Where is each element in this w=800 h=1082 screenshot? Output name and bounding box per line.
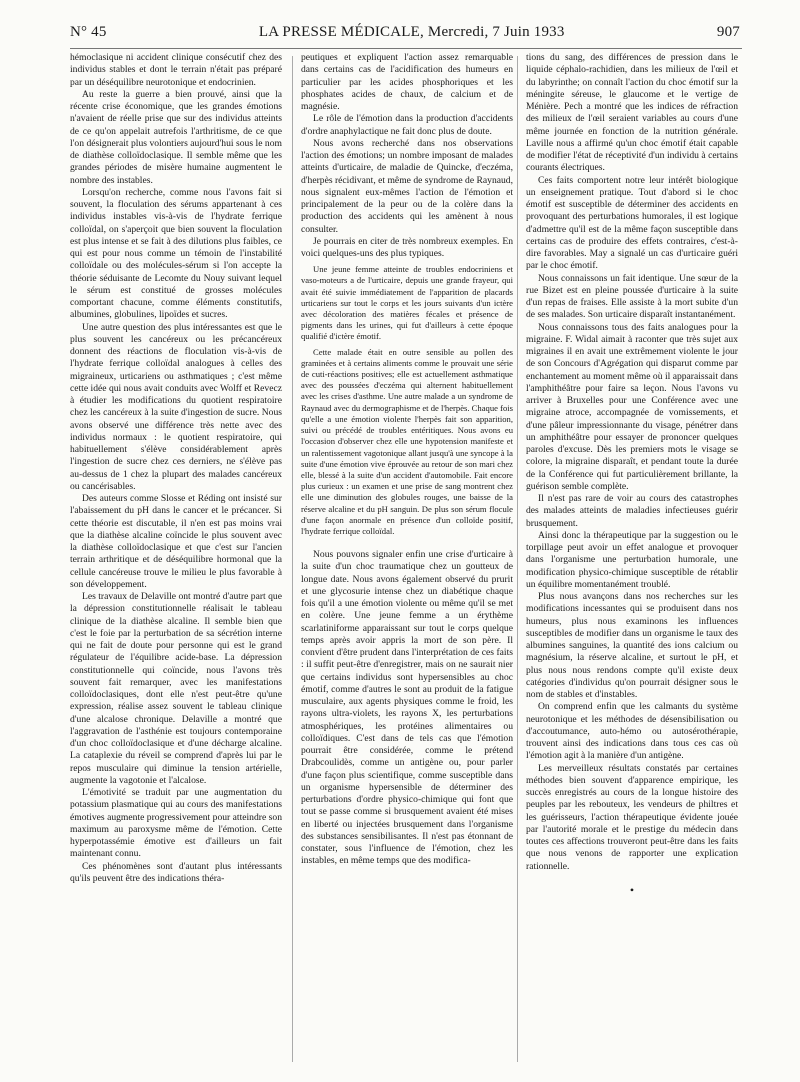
paragraph: Il n'est pas rare de voir au cours des catastrophes des malades atteints de maladies infectieuses guérir brusquement. bbox=[526, 493, 738, 529]
paragraph: Nous pouvons signaler enfin une crise d'urticaire à la suite d'un choc traumatique chez un goutteux de longue date. Nous avons également observé du prurit et une glycosurie intense chez un diabétique chaque fois qu'il a une émotion violente ou même qu'il se met en colère. Une jeune femme a un érythème scarlatiniforme apparaissant sur tout le corps quelque temps après avoir appris la mort de son père. Il convient d'être prudent dans l'interprétation de ces faits : il suffit peut-être d'enregistrer, mais on ne saurait nier que certains individus sont hypersensibles au choc émotif, comme d'autres le sont au produit de la fatigue musculaire, aux agents physiques comme le froid, les rayons ultra-violets, les rayons X, les perturbations atmosphériques, les protéines alimentaires ou colloïdiques. C'est dans de tels cas que l'émotion pourrait être considérée, comme le prétend Drabcoulidès, comme un antigène ou, pour parler d'une façon plus scientifique, comme susceptible dans un organisme hypersensible de déterminer des perturbations d'ordre physico-chimique qui font que tout se passe comme si brusquement avaient été mises en liberté ou injectées brusquement dans l'organisme des substances sensibilisantes. Il n'est pas étonnant de constater, sous l'influence de l'émotion, chez les instables, en même temps que des modifica- bbox=[301, 549, 513, 867]
column-divider bbox=[292, 56, 293, 1062]
paragraph: Ces faits comportent notre leur intérêt biologique un enseignement pratique. Tout d'abord si le choc émotif est susceptible de déterminer des accidents en provoquant des perturbations humorales, il est logique d'admettre qu'il est de la même façon susceptible dans certains cas de produire des effets contraires, c'est-à-dire favorables. May a signalé un cas d'urticaire guéri par le choc émotif. bbox=[526, 174, 738, 272]
paragraph: Le rôle de l'émotion dans la production d'accidents d'ordre anaphylactique ne fait donc plus de doute. bbox=[301, 113, 513, 137]
case-report: Une jeune femme atteinte de troubles endocriniens et vaso-moteurs a de l'urticaire, depuis une grande frayeur, qui avait été suivie immédiatement de l'apparition de placards urticariens sur tout le corps et les jours suivants d'un ictère avec décoloration des matières fécales et présence de pigments dans les urines, qui fut d'ailleurs à cette époque qualifié d'ictère émotif. bbox=[301, 264, 513, 342]
paragraph: Lorsqu'on recherche, comme nous l'avons fait si souvent, la floculation des sérums appartenant à ces individus instables vis-à-vis de l'hydrate ferrique colloïdal, on s'aperçoit que bien souvent la floculation est plus intense et se fait à des dilutions plus faibles, ce qui est pour nous comme un témoin de l'instabilité colloïdale ou des molécules-sérum si l'on accepte la théorie séduisante de Lecomte du Nouy suivant lequel le sérum est constitué de grosses molécules comportant chacune, comme éléments constitutifs, albumines, globulines, lipoïdes et sucres. bbox=[70, 186, 282, 321]
column-divider bbox=[517, 56, 518, 1062]
paragraph: hémoclasique ni accident clinique consécutif chez des individus stables et dont le terrain n'était pas préparé par un déséquilibre neurotonique et endocrinien. bbox=[70, 52, 282, 88]
paragraph: tions du sang, des différences de pression dans le liquide céphalo-rachidien, dans les milieux de l'œil et du labyrinthe; on connaît l'action du choc émotif sur la méningite séreuse, le glaucome et le vertige de Ménière. Pech a montré que les indices de réfraction des milieux de l'œil seraient variables au cours d'une même journée en fonction de la nutrition générale. Laville nous a affirmé qu'un choc émotif était capable de modifier l'état de réceptivité d'un individu à certains courants électriques. bbox=[526, 52, 738, 174]
paragraph: Je pourrais en citer de très nombreux exemples. En voici quelques-uns des plus typiques. bbox=[301, 235, 513, 259]
section-gap bbox=[301, 541, 513, 549]
end-mark: • bbox=[629, 882, 635, 897]
paragraph: Plus nous avançons dans nos recherches sur les modifications incessantes qui se produisent dans nos humeurs, plus nous examinons les influences susceptibles de modifier dans un organisme le taux des albumines sanguines, la quantité des ions calcium ou magnésium, la réserve alcaline, et surtout le pH, et plus nous nous rendons compte qu'il existe deux catégories d'individus qu'on pourrait désigner sous le nom de stables et d'instables. bbox=[526, 591, 738, 700]
paragraph: Les merveilleux résultats constatés par certaines méthodes bien souvent d'apparence empirique, les succès enregistrés au cours de la longue histoire des peuples par les rebouteux, les vendeurs de philtres et les guérisseurs, l'action thérapeutique évidente jouée par l'autorité morale et le prestige du médecin dans toutes ces affections trouveront peut-être dans les faits que nous venons de rapporter une explication rationnelle. bbox=[526, 762, 738, 872]
paragraph: Ces phénomènes sont d'autant plus intéressants qu'ils peuvent être des indications théra- bbox=[70, 860, 282, 884]
paragraph: Des auteurs comme Slosse et Réding ont insisté sur l'abaissement du pH dans le cancer et le précancer. Si cette théorie est discutable, il n'en est pas moins vrai que la diathèse alcaline coïncide le plus souvent avec la diathèse colloïdoclasique et que c'est sur l'ancien terrain arthritique et de déséquilibre hormonal que la cellule cancéreuse trouve le milieu le plus favorable à son développement. bbox=[70, 493, 282, 590]
paragraph: Les travaux de Delaville ont montré d'autre part que la dépression constitutionnelle réalisait le tableau clinique de la diathèse alcaline. Il semble bien que c'est le foie par la perturbation de sa sécrétion interne qui ne fait de doute pour personne qui est le grand régulateur de l'équilibre acide-base. La dépression constitutionnelle qui coïncide, nous l'avons très souvent fait remarquer, avec les manifestations colloïdoclasiques, dont elle n'est peut-être qu'une expression, réalise assez souvent le tableau clinique d'une alcalose chronique. Delaville a montré que l'aggravation de l'asthénie est toujours contemporaine d'un choc colloïdoclasique et d'une décharge alcaline. La cataplexie du réveil se comprend d'après lui par le repos musculaire qui diminue la tension artérielle, augmente la vagotonie et l'alcalose. bbox=[70, 591, 282, 786]
paragraph: Au reste la guerre a bien prouvé, ainsi que la récente crise économique, que les grandes émotions n'avaient de réelle prise que sur des individus atteints de ce qu'on appelait autrefois l'arthritisme, de ce que l'on désignerait plus volontiers aujourd'hui sous le nom de diathèse colloïdoclasique. Il semble même que les grandes périodes de misère humaine augmentent le nombre des instables. bbox=[70, 88, 282, 186]
paragraph: Nous connaissons tous des faits analogues pour la migraine. F. Widal aimait à raconter que très sujet aux migraines il en avait une extrêmement violente le jour de son Concours d'Agrégation qui disparut comme par enchantement au moment même où il apparaissait dans l'amphithéâtre pour faire sa leçon. Nous l'avons vu arriver à Bruxelles pour une Conférence avec une migraine atroce, accompagnée de vomissements, et d'une pâleur impressionnante du visage, pénétrer dans un amphithéâtre pour essayer de prononcer quelques paroles d'excuse. Dès les premiers mots le visage se colore, la migraine disparaît, et pendant toute la durée de la Conférence qui fut particulièrement brillante, la guérison semble complète. bbox=[526, 321, 738, 492]
case-report: Cette malade était en outre sensible au pollen des graminées et à certains aliments comme le prouvait une série de cuti-réactions positives; elle est actuellement asthmatique avec des poussées d'eczéma qui alternent habituellement avec les crises d'asthme. Une autre malade a un syndrome de Raynaud avec du dermographisme et de l'herpès. Chaque fois qu'elle a une émotion violente l'herpès fait son apparition, suivi ou précédé de troubles entéritiques. Nous avons eu l'occasion d'observer chez elle une hypotension manifeste et un ralentissement vagotonique allant jusqu'à une syncope à la suite d'une émotion vive éprouvée au retour de son mari chez elle, blessé à la suite d'un accident d'automobile. Fait encore plus curieux : un examen et une prise de sang montrent chez elle une diminution des globules rouges, une baisse de la réserve alcaline et du pH sanguin. De plus son sérum flocule d'une façon anormale en présence d'un colloïde positif, l'hydrate ferrique colloïdal. bbox=[301, 346, 513, 536]
paragraph: Nous connaissons un fait identique. Une sœur de la rue Bizet est en pleine poussée d'urticaire à la suite d'un repas de fraises. Elle assiste à la mort subite d'un de ses malades. Son urticaire disparaît instantanément. bbox=[526, 272, 738, 321]
paragraph: On comprend enfin que les calmants du système neurotonique et les méthodes de désensibilisation ou d'accoutumance, auto-hémo ou autosérothérapie, trouvent ainsi des indications dans tous ces cas où l'émotion agit à la manière d'un antigène. bbox=[526, 701, 738, 762]
article-column-1 bbox=[70, 52, 282, 1064]
paragraph: peutiques et expliquent l'action assez remarquable dans certains cas de l'acidification des humeurs en particulier par les acides phosphoriques et les phosphates acides de chaux, de calcium et de magnésie. bbox=[301, 52, 513, 112]
paragraph: Une autre question des plus intéressantes est que le plus souvent les cancéreux ou les précancéreux donnent des réactions de floculation vis-à-vis de l'hydrate ferrique colloïdal analogues à celles des migraineux, urticariens ou asthmatiques ; c'est même cette idée qui nous avait conduits avec Wolff et Revecz à étudier les modifications du quotient respiratoire chez les cancéreux à la suite d'ingestion de sucre. Nous avons observé une différence très nette avec des individus normaux : le quotient respiratoire, qui habituellement s'élève considérablement après l'ingestion de sucre chez ces derniers, ne s'élève pas au-dessus de 1 chez la plupart des malades cancéreux ou cancérisables. bbox=[70, 321, 282, 492]
header-rule bbox=[70, 48, 742, 49]
paragraph: Ainsi donc la thérapeutique par la suggestion ou le torpillage peut avoir un effet analogue et provoquer dans l'organisme une perturbation humorale, une modification physico-chimique susceptible de rétablir un équilibre momentanément troublé. bbox=[526, 529, 738, 590]
page-header bbox=[70, 24, 740, 46]
issue-number: N° 45 bbox=[70, 24, 107, 40]
paragraph: Nous avons recherché dans nos observations l'action des émotions; un nombre imposant de malades atteints d'urticaire, de maladie de Quincke, d'eczéma, d'herpès récidivant, et même de syndrome de Raynaud, nous signalent eux-mêmes l'action de l'émotion et principalement de la peur ou de la colère dans la production des accidents qui les amènent à nous consulter. bbox=[301, 137, 513, 235]
paragraph: L'émotivité se traduit par une augmentation du potassium plasmatique qui au cours des manifestations émotives augmente progressivement pour atteindre son maximum au paroxysme même de l'émotion. Cette hyperpotassémie émotive est d'ailleurs un fait maintenant connu. bbox=[70, 787, 282, 860]
article-column-3 bbox=[526, 52, 738, 1064]
publication-title: LA PRESSE MÉDICALE, Mercredi, 7 Juin 1933 bbox=[258, 24, 565, 40]
article-column-2 bbox=[301, 52, 513, 1064]
page-number: 907 bbox=[716, 24, 740, 40]
